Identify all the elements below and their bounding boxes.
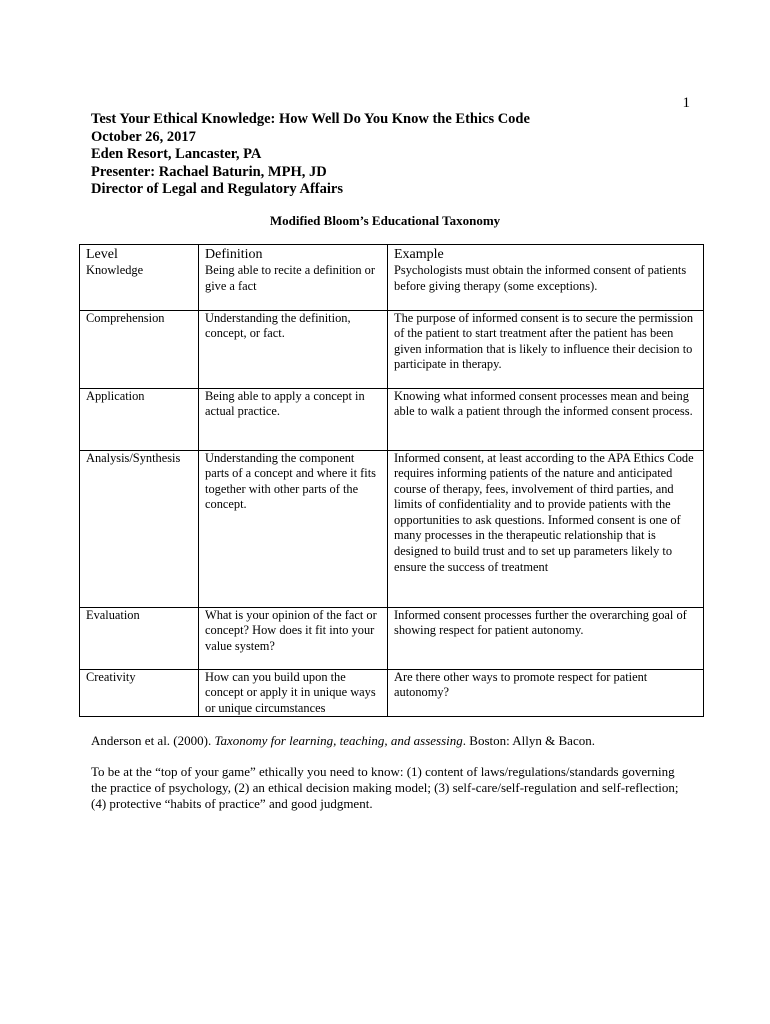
table-row bbox=[80, 388, 704, 450]
column-header-definition: Definition bbox=[199, 245, 388, 264]
reference-authors: Anderson et al. (2000). bbox=[91, 733, 215, 748]
closing-paragraph: To be at the “top of your game” ethically you need to know: (1) content of laws/regulations/standards governing the practice of psychology, (2) an ethical decision making model; (3) self-care/self-regulation and self-reflection; (4) protective “habits of practice” and good judgment. bbox=[91, 764, 679, 811]
example-cell: Are there other ways to promote respect for patient autonomy? bbox=[388, 669, 704, 717]
table-row bbox=[80, 669, 704, 717]
table-title: Modified Bloom’s Educational Taxonomy bbox=[269, 213, 501, 228]
table-row bbox=[80, 263, 704, 310]
table-row bbox=[80, 310, 704, 388]
column-header-level: Level bbox=[80, 245, 199, 264]
example-cell: Informed consent, at least according to the APA Ethics Code requires informing patients of the nature and anticipated course of therapy, fees, involvement of third parties, and limits of confidentiality and to provide patients with the opportunities to ask questions. Informed consent is one of many processes in the therapeutic relationship that is designed to build trust and to set up parameters likely to ensure the success of treatment bbox=[388, 450, 704, 607]
level-cell: Analysis/Synthesis bbox=[80, 450, 199, 607]
definition-cell: Understanding the component parts of a concept and where it fits together with other parts of the concept. bbox=[199, 450, 388, 607]
definition-cell: What is your opinion of the fact or concept? How does it fit into your value system? bbox=[199, 607, 388, 669]
example-cell: The purpose of informed consent is to secure the permission of the patient to start treatment after the patient has been given information that is likely to influence their decision to participate in therapy. bbox=[388, 310, 704, 388]
reference-title: Taxonomy for learning, teaching, and assessing bbox=[214, 733, 463, 748]
table-row bbox=[80, 450, 704, 607]
event-date: October 26, 2017 bbox=[91, 128, 196, 145]
example-cell: Informed consent processes further the overarching goal of showing respect for patient autonomy. bbox=[388, 607, 704, 669]
definition-cell: How can you build upon the concept or apply it in unique ways or unique circumstances bbox=[199, 669, 388, 717]
column-header-example: Example bbox=[388, 245, 704, 264]
level-cell: Evaluation bbox=[80, 607, 199, 669]
level-cell: Comprehension bbox=[80, 310, 199, 388]
table-header-row bbox=[80, 245, 704, 264]
level-cell: Application bbox=[80, 388, 199, 450]
reference-publisher: . Boston: Allyn & Bacon. bbox=[462, 733, 595, 748]
reference-citation bbox=[91, 733, 711, 749]
example-cell: Psychologists must obtain the informed consent of patients before giving therapy (some exceptions). bbox=[388, 263, 704, 310]
table-row bbox=[80, 607, 704, 669]
taxonomy-table bbox=[79, 244, 704, 717]
definition-cell: Being able to recite a definition or give a fact bbox=[199, 263, 388, 310]
document-header bbox=[91, 111, 530, 199]
presenter-position: Director of Legal and Regulatory Affairs bbox=[91, 181, 343, 198]
event-location: Eden Resort, Lancaster, PA bbox=[91, 146, 262, 163]
presenter: Presenter: Rachael Baturin, MPH, JD bbox=[91, 163, 327, 180]
level-cell: Knowledge bbox=[80, 263, 199, 310]
level-cell: Creativity bbox=[80, 669, 199, 717]
document-title: Test Your Ethical Knowledge: How Well Do You Know the Ethics Code bbox=[91, 111, 530, 127]
definition-cell: Understanding the definition, concept, or fact. bbox=[199, 310, 388, 388]
definition-cell: Being able to apply a concept in actual practice. bbox=[199, 388, 388, 450]
page-number: 1 bbox=[682, 95, 690, 111]
example-cell: Knowing what informed consent processes mean and being able to walk a patient through the informed consent process. bbox=[388, 388, 704, 450]
